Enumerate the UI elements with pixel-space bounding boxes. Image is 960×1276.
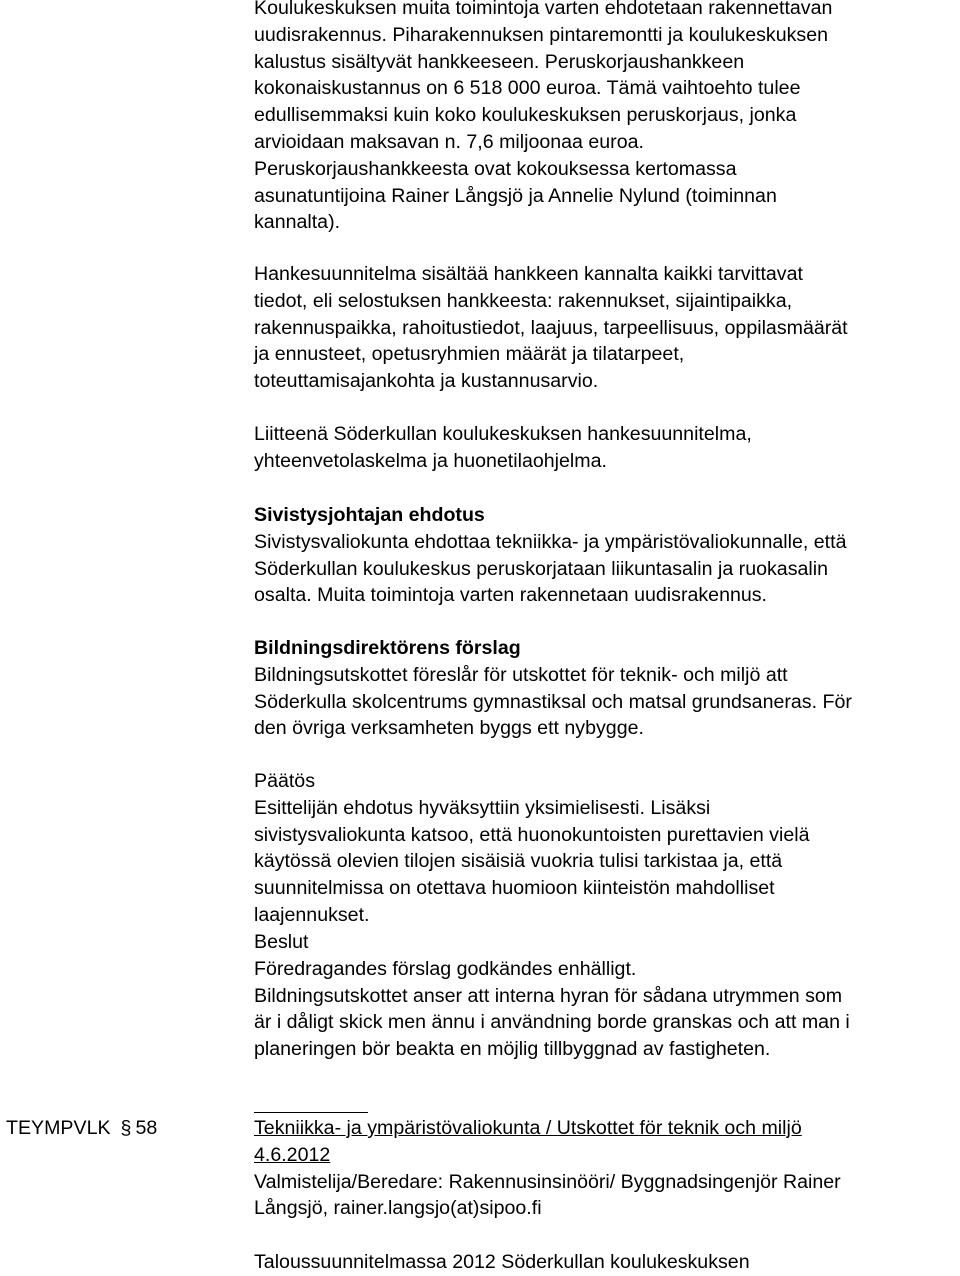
- preparer-line: Valmistelija/Beredare: Rakennusinsinööri/ Byggnadsingenjör Rainer: [254, 1170, 841, 1193]
- text-line: Föredragandes förslag godkändes enhälligt.: [254, 957, 637, 980]
- committee-reference-code: TEYMPVLK: [6, 1117, 111, 1139]
- text-line: toteuttamisajankohta ja kustannusarvio.: [254, 370, 599, 393]
- text-line: Peruskorjaushankkeesta ovat kokouksessa kertomassa: [254, 157, 737, 180]
- preparer-line: Långsjö, rainer.langsjo(at)sipoo.fi: [254, 1197, 542, 1220]
- section-heading: Sivistysjohtajan ehdotus: [254, 504, 485, 526]
- text-line: tiedot, eli selostuksen hankkeesta: rakennukset, sijaintipaikka,: [254, 289, 793, 312]
- section-decision-fi: [254, 768, 960, 929]
- section-director-proposal-fi: [254, 502, 960, 609]
- text-line: planeringen bör beakta en möjlig tillbyggnad av fastigheten.: [254, 1038, 771, 1061]
- agenda-item-reference: [6, 1115, 157, 1142]
- paragraph-attachments: [254, 421, 960, 475]
- section-heading: Bildningsdirektörens förslag: [254, 637, 521, 659]
- text-line: Hankesuunnitelma sisältää hankkeen kannalta kaikki tarvittavat: [254, 263, 803, 285]
- text-line: kannalta).: [254, 211, 341, 234]
- section-label: Beslut: [254, 931, 309, 953]
- text-line: Sivistysvaliokunta ehdottaa tekniikka- ja ympäristövaliokunnalle, että: [254, 530, 847, 553]
- committee-name: Tekniikka- ja ympäristövaliokunta / Utskottet för teknik och miljö: [254, 1117, 802, 1139]
- text-line: uudisrakennus. Piharakennuksen pintaremontti ja koulukeskuksen: [254, 23, 829, 46]
- text-line: suunnitelmissa on otettava huomioon kiinteistön mahdolliset: [254, 877, 775, 900]
- text-line: rakennuspaikka, rahoitustiedot, laajuus, tarpeellisuus, oppilasmäärät: [254, 316, 848, 339]
- text-line: Koulukeskuksen muita toimintoja varten ehdotetaan rakennettavan: [254, 0, 833, 19]
- text-line: Bildningsutskottet anser att interna hyran för sådana utrymmen som: [254, 984, 843, 1007]
- paragraph-project-plan-contents: [254, 261, 960, 395]
- text-line: är i dåligt skick men ännu i användning borde granskas och att man i: [254, 1011, 850, 1034]
- header-rule: [254, 1112, 368, 1113]
- next-item-header: [254, 1115, 960, 1222]
- text-line: kalustus sisältyvät hankkeeseen. Peruskorjaushankkeen: [254, 50, 745, 73]
- text-line: asunatuntijoina Rainer Långsjö ja Annelie Nylund (toiminnan: [254, 184, 777, 207]
- text-line: laajennukset.: [254, 903, 370, 926]
- text-line: kokonaiskustannus on 6 518 000 euroa. Tämä vaihtoehto tulee: [254, 77, 801, 100]
- meeting-date: 4.6.2012: [254, 1143, 331, 1166]
- text-line: käytössä olevien tilojen sisäisiä vuokria tulisi tarkistaa ja, että: [254, 850, 783, 873]
- text-line: ja ennusteet, opetusryhmien määrät ja tilatarpeet,: [254, 343, 685, 366]
- next-item-body: [254, 1249, 960, 1276]
- section-decision-sv: [254, 929, 960, 1063]
- text-line: yhteenvetolaskelma ja huonetilaohjelma.: [254, 449, 607, 472]
- text-line: den övriga verksamheten byggs ett nybygge.: [254, 717, 644, 740]
- text-line: osalta. Muita toimintoja varten rakennetaan uudisrakennus.: [254, 584, 768, 607]
- text-line: edullisemmaksi kuin koko koulukeskuksen peruskorjaus, jonka: [254, 104, 797, 127]
- text-line: sivistysvaliokunta katsoo, että huonokuntoisten purettavien vielä: [254, 823, 810, 846]
- text-line: Söderkulla skolcentrums gymnastiksal och matsal grundsaneras. För: [254, 690, 852, 713]
- section-director-proposal-sv: [254, 635, 960, 742]
- text-line: Bildningsutskottet föreslår för utskottet för teknik- och miljö att: [254, 663, 788, 686]
- section-mark: §: [120, 1117, 132, 1139]
- text-line: arvioidaan maksavan n. 7,6 miljoonaa euroa.: [254, 130, 644, 153]
- text-line: Esittelijän ehdotus hyväksyttiin yksimielisesti. Lisäksi: [254, 796, 711, 819]
- text-line: Liitteenä Söderkullan koulukeskuksen hankesuunnitelma,: [254, 423, 752, 445]
- text-line: Söderkullan koulukeskus peruskorjataan liikuntasalin ja ruokasalin: [254, 557, 828, 580]
- text-line: Taloussuunnitelmassa 2012 Söderkullan koulukeskuksen: [254, 1251, 750, 1273]
- section-label: Päätös: [254, 770, 316, 792]
- item-number: 58: [135, 1117, 158, 1139]
- paragraph-project-description: [254, 0, 960, 236]
